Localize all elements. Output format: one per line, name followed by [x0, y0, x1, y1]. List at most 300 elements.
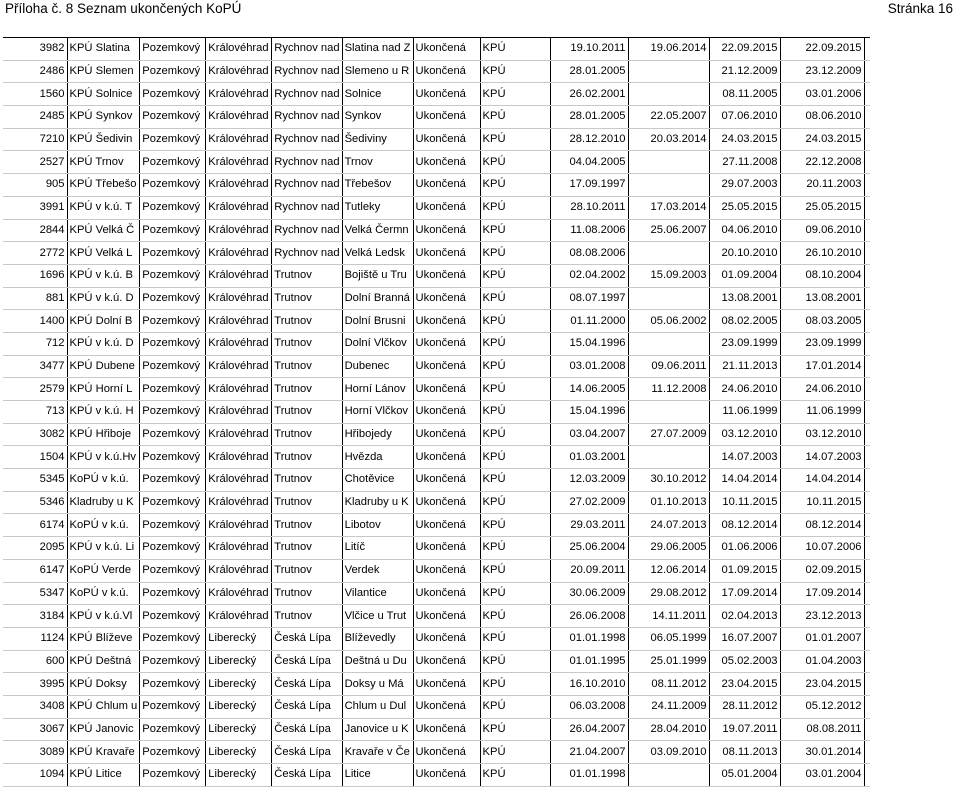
status-cell: Ukončená [413, 60, 480, 83]
page-title: Příloha č. 8 Seznam ukončených KoPÚ [5, 1, 242, 16]
region-cell: Královéhrad [206, 106, 272, 129]
completion-date-cell: 17.09.2014 [709, 582, 780, 605]
final-date-cell: 11.06.1999 [780, 401, 864, 424]
type-cell: Pozemkový [140, 718, 206, 741]
id-cell: 1094 [3, 764, 67, 787]
table-row [3, 196, 870, 219]
type-cell: Pozemkový [140, 106, 206, 129]
district-cell: Trutnov [272, 332, 342, 355]
approval-date-cell: 24.07.2013 [628, 514, 709, 537]
cadastre-cell: Trnov [342, 151, 413, 174]
extra-cell [864, 673, 870, 696]
type-cell: Pozemkový [140, 242, 206, 265]
region-cell: Královéhrad [206, 151, 272, 174]
status-cell: Ukončená [413, 287, 480, 310]
approval-date-cell [628, 287, 709, 310]
id-cell: 713 [3, 401, 67, 424]
kind-cell: KPÚ [480, 537, 550, 560]
type-cell: Pozemkový [140, 469, 206, 492]
id-cell: 2772 [3, 242, 67, 265]
final-date-cell: 08.10.2004 [780, 264, 864, 287]
region-cell: Královéhrad [206, 332, 272, 355]
type-cell: Pozemkový [140, 151, 206, 174]
district-cell: Trutnov [272, 469, 342, 492]
completion-date-cell: 24.03.2015 [709, 128, 780, 151]
id-cell: 3408 [3, 695, 67, 718]
completion-date-cell: 29.07.2003 [709, 174, 780, 197]
approval-date-cell: 11.12.2008 [628, 378, 709, 401]
approval-date-cell: 20.03.2014 [628, 128, 709, 151]
region-cell: Královéhrad [206, 174, 272, 197]
start-date-cell: 16.10.2010 [550, 673, 628, 696]
id-cell: 3995 [3, 673, 67, 696]
cadastre-cell: Libotov [342, 514, 413, 537]
final-date-cell: 03.01.2006 [780, 83, 864, 106]
cadastre-cell: Šediviny [342, 128, 413, 151]
region-cell: Královéhrad [206, 355, 272, 378]
start-date-cell: 26.02.2001 [550, 83, 628, 106]
project-name-cell: KPÚ v k.ú. T [67, 196, 140, 219]
region-cell: Liberecký [206, 764, 272, 787]
start-date-cell: 20.09.2011 [550, 559, 628, 582]
table-row [3, 151, 870, 174]
completion-date-cell: 08.11.2013 [709, 741, 780, 764]
approval-date-cell: 29.08.2012 [628, 582, 709, 605]
project-name-cell: KPÚ Hřiboje [67, 423, 140, 446]
completion-date-cell: 01.06.2006 [709, 537, 780, 560]
cadastre-cell: Janovice u K [342, 718, 413, 741]
project-name-cell: KPÚ Doksy [67, 673, 140, 696]
completion-date-cell: 11.06.1999 [709, 401, 780, 424]
project-name-cell: KPÚ Litice [67, 764, 140, 787]
status-cell: Ukončená [413, 355, 480, 378]
project-name-cell: KPÚ v k.ú. Li [67, 537, 140, 560]
extra-cell [864, 559, 870, 582]
region-cell: Královéhrad [206, 559, 272, 582]
start-date-cell: 04.04.2005 [550, 151, 628, 174]
kind-cell: KPÚ [480, 559, 550, 582]
table-row [3, 650, 870, 673]
completion-date-cell: 07.06.2010 [709, 106, 780, 129]
region-cell: Královéhrad [206, 219, 272, 242]
start-date-cell: 06.03.2008 [550, 695, 628, 718]
kind-cell: KPÚ [480, 242, 550, 265]
status-cell: Ukončená [413, 537, 480, 560]
approval-date-cell: 27.07.2009 [628, 423, 709, 446]
extra-cell [864, 219, 870, 242]
id-cell: 3089 [3, 741, 67, 764]
project-name-cell: KPÚ v k.ú. D [67, 287, 140, 310]
final-date-cell: 23.04.2015 [780, 673, 864, 696]
extra-cell [864, 605, 870, 628]
type-cell: Pozemkový [140, 650, 206, 673]
extra-cell [864, 650, 870, 673]
completion-date-cell: 10.11.2015 [709, 491, 780, 514]
status-cell: Ukončená [413, 83, 480, 106]
approval-date-cell: 30.10.2012 [628, 469, 709, 492]
extra-cell [864, 196, 870, 219]
district-cell: Rychnov nad [272, 83, 342, 106]
project-name-cell: KPÚ Slatina [67, 38, 140, 61]
table-row [3, 128, 870, 151]
district-cell: Česká Lípa [272, 764, 342, 787]
type-cell: Pozemkový [140, 446, 206, 469]
start-date-cell: 28.10.2011 [550, 196, 628, 219]
region-cell: Královéhrad [206, 491, 272, 514]
project-name-cell: KPÚ Slemen [67, 60, 140, 83]
status-cell: Ukončená [413, 469, 480, 492]
final-date-cell: 09.06.2010 [780, 219, 864, 242]
status-cell: Ukončená [413, 423, 480, 446]
kind-cell: KPÚ [480, 423, 550, 446]
start-date-cell: 01.01.1998 [550, 764, 628, 787]
start-date-cell: 27.02.2009 [550, 491, 628, 514]
project-name-cell: KPÚ Dolní B [67, 310, 140, 333]
completion-date-cell: 08.12.2014 [709, 514, 780, 537]
cadastre-cell: Litíč [342, 537, 413, 560]
type-cell: Pozemkový [140, 605, 206, 628]
final-date-cell: 23.12.2009 [780, 60, 864, 83]
project-name-cell: KPÚ Deštná [67, 650, 140, 673]
kind-cell: KPÚ [480, 764, 550, 787]
cadastre-cell: Horní Lánov [342, 378, 413, 401]
type-cell: Pozemkový [140, 332, 206, 355]
region-cell: Liberecký [206, 695, 272, 718]
final-date-cell: 26.10.2010 [780, 242, 864, 265]
approval-date-cell [628, 764, 709, 787]
completed-projects-table [3, 37, 870, 787]
type-cell: Pozemkový [140, 378, 206, 401]
table-row [3, 401, 870, 424]
status-cell: Ukončená [413, 446, 480, 469]
id-cell: 7210 [3, 128, 67, 151]
kind-cell: KPÚ [480, 38, 550, 61]
extra-cell [864, 378, 870, 401]
start-date-cell: 11.08.2006 [550, 219, 628, 242]
status-cell: Ukončená [413, 310, 480, 333]
project-name-cell: KPÚ Horní L [67, 378, 140, 401]
start-date-cell: 02.04.2002 [550, 264, 628, 287]
status-cell: Ukončená [413, 559, 480, 582]
completion-date-cell: 20.10.2010 [709, 242, 780, 265]
region-cell: Královéhrad [206, 242, 272, 265]
final-date-cell: 17.09.2014 [780, 582, 864, 605]
status-cell: Ukončená [413, 38, 480, 61]
project-name-cell: KPÚ Velká Č [67, 219, 140, 242]
type-cell: Pozemkový [140, 673, 206, 696]
extra-cell [864, 514, 870, 537]
table-row [3, 310, 870, 333]
extra-cell [864, 264, 870, 287]
start-date-cell: 03.01.2008 [550, 355, 628, 378]
cadastre-cell: Hvězda [342, 446, 413, 469]
approval-date-cell: 15.09.2003 [628, 264, 709, 287]
id-cell: 2527 [3, 151, 67, 174]
status-cell: Ukončená [413, 174, 480, 197]
approval-date-cell: 29.06.2005 [628, 537, 709, 560]
completion-date-cell: 02.04.2013 [709, 605, 780, 628]
approval-date-cell: 25.06.2007 [628, 219, 709, 242]
id-cell: 1504 [3, 446, 67, 469]
table-row [3, 559, 870, 582]
cadastre-cell: Verdek [342, 559, 413, 582]
cadastre-cell: Velká Čermn [342, 219, 413, 242]
start-date-cell: 01.01.1998 [550, 627, 628, 650]
district-cell: Rychnov nad [272, 219, 342, 242]
kind-cell: KPÚ [480, 151, 550, 174]
cadastre-cell: Doksy u Má [342, 673, 413, 696]
final-date-cell: 14.04.2014 [780, 469, 864, 492]
final-date-cell: 03.01.2004 [780, 764, 864, 787]
completion-date-cell: 08.02.2005 [709, 310, 780, 333]
extra-cell [864, 106, 870, 129]
project-name-cell: KPÚ Chlum u [67, 695, 140, 718]
start-date-cell: 01.03.2001 [550, 446, 628, 469]
approval-date-cell: 17.03.2014 [628, 196, 709, 219]
district-cell: Trutnov [272, 537, 342, 560]
start-date-cell: 28.01.2005 [550, 106, 628, 129]
table-row [3, 423, 870, 446]
final-date-cell: 10.07.2006 [780, 537, 864, 560]
approval-date-cell: 19.06.2014 [628, 38, 709, 61]
type-cell: Pozemkový [140, 559, 206, 582]
cadastre-cell: Dolní Branná [342, 287, 413, 310]
table-row [3, 718, 870, 741]
table-row [3, 491, 870, 514]
final-date-cell: 13.08.2001 [780, 287, 864, 310]
final-date-cell: 01.04.2003 [780, 650, 864, 673]
id-cell: 712 [3, 332, 67, 355]
final-date-cell: 14.07.2003 [780, 446, 864, 469]
id-cell: 3982 [3, 38, 67, 61]
region-cell: Liberecký [206, 673, 272, 696]
approval-date-cell [628, 151, 709, 174]
start-date-cell: 12.03.2009 [550, 469, 628, 492]
completion-date-cell: 23.04.2015 [709, 673, 780, 696]
cadastre-cell: Synkov [342, 106, 413, 129]
page-header [0, 0, 960, 20]
kind-cell: KPÚ [480, 446, 550, 469]
type-cell: Pozemkový [140, 355, 206, 378]
cadastre-cell: Tutleky [342, 196, 413, 219]
approval-date-cell [628, 60, 709, 83]
type-cell: Pozemkový [140, 537, 206, 560]
type-cell: Pozemkový [140, 423, 206, 446]
approval-date-cell: 22.05.2007 [628, 106, 709, 129]
table-row [3, 264, 870, 287]
kind-cell: KPÚ [480, 605, 550, 628]
type-cell: Pozemkový [140, 491, 206, 514]
approval-date-cell [628, 174, 709, 197]
start-date-cell: 21.04.2007 [550, 741, 628, 764]
district-cell: Trutnov [272, 423, 342, 446]
region-cell: Královéhrad [206, 128, 272, 151]
extra-cell [864, 60, 870, 83]
id-cell: 3082 [3, 423, 67, 446]
project-name-cell: KPÚ Kravaře [67, 741, 140, 764]
status-cell: Ukončená [413, 128, 480, 151]
district-cell: Trutnov [272, 514, 342, 537]
cadastre-cell: Horní Vlčkov [342, 401, 413, 424]
status-cell: Ukončená [413, 605, 480, 628]
extra-cell [864, 401, 870, 424]
kind-cell: KPÚ [480, 83, 550, 106]
id-cell: 1124 [3, 627, 67, 650]
start-date-cell: 29.03.2011 [550, 514, 628, 537]
approval-date-cell: 05.06.2002 [628, 310, 709, 333]
kind-cell: KPÚ [480, 469, 550, 492]
kind-cell: KPÚ [480, 264, 550, 287]
status-cell: Ukončená [413, 401, 480, 424]
table-row [3, 469, 870, 492]
id-cell: 5345 [3, 469, 67, 492]
id-cell: 3477 [3, 355, 67, 378]
kind-cell: KPÚ [480, 219, 550, 242]
project-name-cell: KPÚ Synkov [67, 106, 140, 129]
region-cell: Liberecký [206, 718, 272, 741]
completion-date-cell: 28.11.2012 [709, 695, 780, 718]
district-cell: Česká Lípa [272, 741, 342, 764]
table-row [3, 106, 870, 129]
table-row [3, 605, 870, 628]
completion-date-cell: 23.09.1999 [709, 332, 780, 355]
extra-cell [864, 469, 870, 492]
region-cell: Královéhrad [206, 60, 272, 83]
final-date-cell: 30.01.2014 [780, 741, 864, 764]
status-cell: Ukončená [413, 332, 480, 355]
start-date-cell: 17.09.1997 [550, 174, 628, 197]
completion-date-cell: 01.09.2004 [709, 264, 780, 287]
id-cell: 5346 [3, 491, 67, 514]
completion-date-cell: 05.02.2003 [709, 650, 780, 673]
district-cell: Trutnov [272, 401, 342, 424]
region-cell: Královéhrad [206, 287, 272, 310]
status-cell: Ukončená [413, 264, 480, 287]
table-row [3, 673, 870, 696]
project-name-cell: KPÚ Třebešo [67, 174, 140, 197]
project-name-cell: KPÚ v k.ú.Vl [67, 605, 140, 628]
completion-date-cell: 22.09.2015 [709, 38, 780, 61]
extra-cell [864, 695, 870, 718]
final-date-cell: 08.08.2011 [780, 718, 864, 741]
final-date-cell: 08.06.2010 [780, 106, 864, 129]
start-date-cell: 26.04.2007 [550, 718, 628, 741]
district-cell: Rychnov nad [272, 106, 342, 129]
district-cell: Trutnov [272, 264, 342, 287]
cadastre-cell: Vilantice [342, 582, 413, 605]
project-name-cell: KoPÚ v k.ú. [67, 582, 140, 605]
table-row [3, 627, 870, 650]
completion-date-cell: 05.01.2004 [709, 764, 780, 787]
project-name-cell: KPÚ Velká L [67, 242, 140, 265]
status-cell: Ukončená [413, 242, 480, 265]
extra-cell [864, 446, 870, 469]
extra-cell [864, 83, 870, 106]
extra-cell [864, 537, 870, 560]
final-date-cell: 24.06.2010 [780, 378, 864, 401]
extra-cell [864, 741, 870, 764]
final-date-cell: 03.12.2010 [780, 423, 864, 446]
type-cell: Pozemkový [140, 764, 206, 787]
start-date-cell: 15.04.1996 [550, 332, 628, 355]
region-cell: Liberecký [206, 741, 272, 764]
approval-date-cell: 01.10.2013 [628, 491, 709, 514]
approval-date-cell: 12.06.2014 [628, 559, 709, 582]
extra-cell [864, 332, 870, 355]
status-cell: Ukončená [413, 627, 480, 650]
final-date-cell: 24.03.2015 [780, 128, 864, 151]
approval-date-cell [628, 242, 709, 265]
kind-cell: KPÚ [480, 718, 550, 741]
completion-date-cell: 14.07.2003 [709, 446, 780, 469]
cadastre-cell: Bojiště u Tru [342, 264, 413, 287]
table-row [3, 741, 870, 764]
type-cell: Pozemkový [140, 741, 206, 764]
id-cell: 1400 [3, 310, 67, 333]
table-row [3, 83, 870, 106]
status-cell: Ukončená [413, 219, 480, 242]
extra-cell [864, 355, 870, 378]
final-date-cell: 01.01.2007 [780, 627, 864, 650]
completion-date-cell: 24.06.2010 [709, 378, 780, 401]
id-cell: 881 [3, 287, 67, 310]
completion-date-cell: 01.09.2015 [709, 559, 780, 582]
district-cell: Trutnov [272, 559, 342, 582]
approval-date-cell: 28.04.2010 [628, 718, 709, 741]
region-cell: Královéhrad [206, 196, 272, 219]
approval-date-cell [628, 446, 709, 469]
approval-date-cell [628, 332, 709, 355]
district-cell: Rychnov nad [272, 242, 342, 265]
start-date-cell: 03.04.2007 [550, 423, 628, 446]
approval-date-cell: 06.05.1999 [628, 627, 709, 650]
district-cell: Česká Lípa [272, 673, 342, 696]
start-date-cell: 28.01.2005 [550, 60, 628, 83]
id-cell: 2095 [3, 537, 67, 560]
extra-cell [864, 174, 870, 197]
start-date-cell: 08.07.1997 [550, 287, 628, 310]
status-cell: Ukončená [413, 378, 480, 401]
page-number: Stránka 16 [887, 1, 953, 16]
cadastre-cell: Deštná u Du [342, 650, 413, 673]
completion-date-cell: 08.11.2005 [709, 83, 780, 106]
region-cell: Královéhrad [206, 310, 272, 333]
district-cell: Trutnov [272, 582, 342, 605]
status-cell: Ukončená [413, 650, 480, 673]
type-cell: Pozemkový [140, 310, 206, 333]
district-cell: Rychnov nad [272, 196, 342, 219]
extra-cell [864, 128, 870, 151]
kind-cell: KPÚ [480, 355, 550, 378]
approval-date-cell: 03.09.2010 [628, 741, 709, 764]
district-cell: Trutnov [272, 355, 342, 378]
completion-date-cell: 13.08.2001 [709, 287, 780, 310]
extra-cell [864, 242, 870, 265]
district-cell: Rychnov nad [272, 151, 342, 174]
start-date-cell: 19.10.2011 [550, 38, 628, 61]
kind-cell: KPÚ [480, 582, 550, 605]
id-cell: 2579 [3, 378, 67, 401]
extra-cell [864, 764, 870, 787]
status-cell: Ukončená [413, 764, 480, 787]
kind-cell: KPÚ [480, 695, 550, 718]
completion-date-cell: 19.07.2011 [709, 718, 780, 741]
start-date-cell: 01.11.2000 [550, 310, 628, 333]
district-cell: Trutnov [272, 491, 342, 514]
region-cell: Královéhrad [206, 446, 272, 469]
extra-cell [864, 718, 870, 741]
id-cell: 2485 [3, 106, 67, 129]
